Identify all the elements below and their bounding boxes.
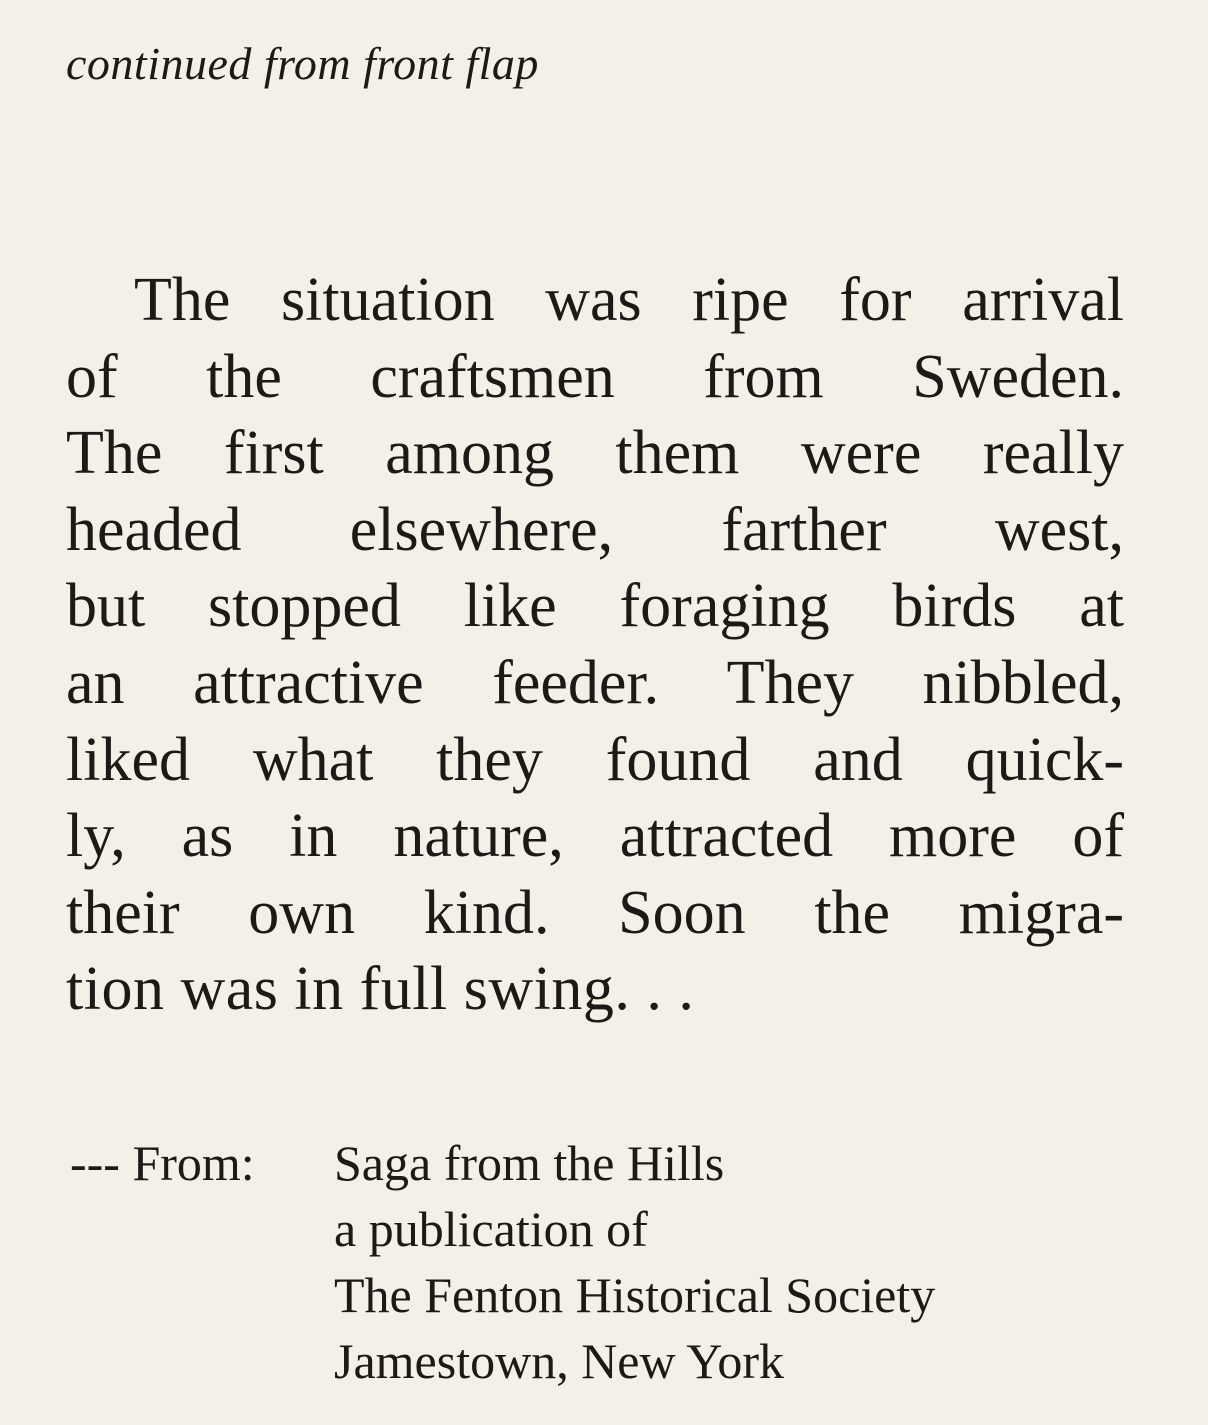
passage-line: headed elsewhere, farther west,: [66, 495, 1124, 564]
source-line: a publication of: [334, 1201, 648, 1257]
passage-line: an attractive feeder. They nibbled,: [66, 648, 1124, 717]
passage-line: their own kind. Soon the migra-: [66, 878, 1124, 947]
source-location: Jamestown, New York: [334, 1333, 784, 1389]
passage-line: The first among them were really: [66, 419, 1124, 488]
passage-line: but stopped like foraging birds at: [66, 572, 1124, 641]
passage-line: liked what they found and quick-: [66, 725, 1124, 794]
passage: [66, 262, 1124, 1028]
passage-line: of the craftsmen from Sweden.: [66, 342, 1124, 411]
attribution-lead: --- From:: [70, 1135, 255, 1191]
passage-line: tion was in full swing. . .: [66, 955, 695, 1024]
continued-from-front-flap-heading: continued from front flap: [66, 38, 539, 89]
source-publisher: The Fenton Historical Society: [334, 1267, 936, 1323]
attribution-source: [334, 1130, 935, 1394]
passage-line: The situation was ripe for arrival: [134, 266, 1124, 334]
passage-line: ly, as in nature, attracted more of: [66, 802, 1124, 871]
source-title: Saga from the Hills: [334, 1135, 725, 1191]
